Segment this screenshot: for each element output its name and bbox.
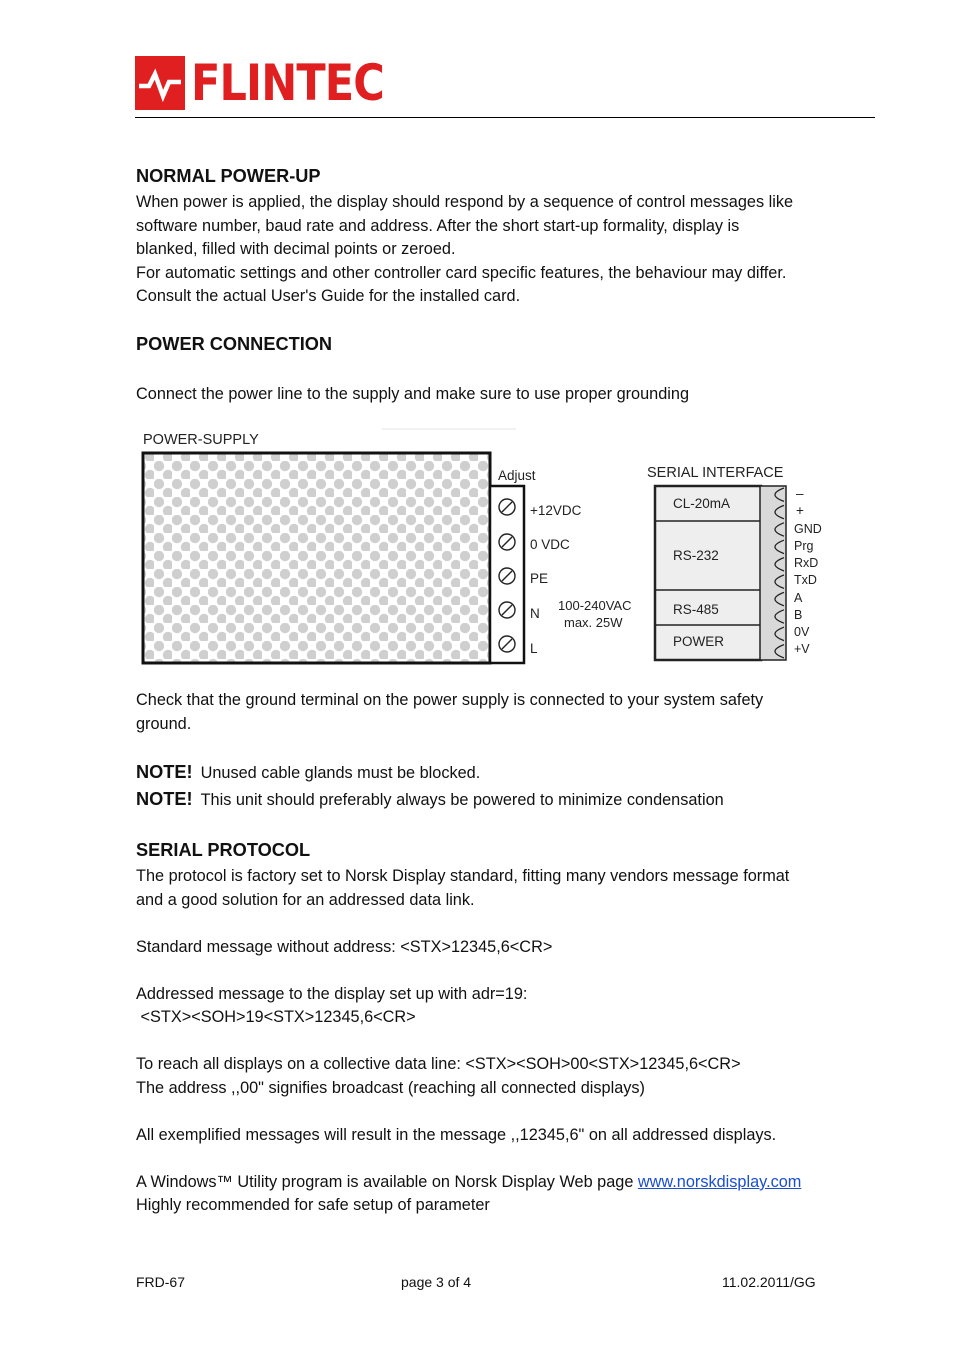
brand-name: FLINTEC bbox=[191, 54, 385, 112]
serial-title: SERIAL INTERFACE bbox=[647, 465, 784, 481]
psu-body bbox=[143, 453, 490, 663]
wiring-diagram bbox=[136, 425, 836, 670]
serial-pin-label: B bbox=[794, 608, 803, 622]
serial-connector bbox=[760, 486, 786, 660]
note-key: NOTE! bbox=[136, 762, 193, 782]
section-title-power: POWER CONNECTION bbox=[136, 334, 333, 354]
ac-rating: max. 25W bbox=[564, 615, 623, 630]
utility-text: A Windows™ Utility program is available on Norsk Display Web page bbox=[136, 1173, 638, 1191]
footer-date: 11.02.2011/GG bbox=[722, 1274, 816, 1290]
section-title-powerup: NORMAL POWER-UP bbox=[136, 166, 321, 186]
adjust-label: Adjust bbox=[498, 468, 536, 483]
psu-title: POWER-SUPPLY bbox=[143, 432, 259, 448]
terminal-screw-icon bbox=[499, 499, 515, 515]
note-text: This unit should preferably always be powered to minimize condensation bbox=[200, 791, 724, 809]
utility-line bbox=[136, 1171, 801, 1195]
note-1 bbox=[136, 761, 480, 786]
terminal-label: 0 VDC bbox=[530, 537, 570, 552]
serial-line: Standard message without address: <STX>12345,6<CR> bbox=[136, 938, 553, 956]
serial-line: To reach all displays on a collective data line: <STX><SOH>00<STX>12345,6<CR> bbox=[136, 1055, 741, 1073]
flintec-logo bbox=[135, 54, 415, 112]
utility-note: Highly recommended for safe setup of parameter bbox=[136, 1196, 490, 1214]
serial-block-label: POWER bbox=[673, 634, 725, 649]
powerup-line: Consult the actual User's Guide for the installed card. bbox=[136, 287, 521, 305]
serial-line: The protocol is factory set to Norsk Display standard, fitting many vendors message format bbox=[136, 867, 790, 885]
power-check-line: Check that the ground terminal on the power supply is connected to your system safety bbox=[136, 691, 764, 709]
header-divider bbox=[135, 117, 875, 118]
serial-block-label: RS-232 bbox=[673, 548, 719, 563]
terminal-label: +12VDC bbox=[530, 503, 582, 518]
terminal-label: N bbox=[530, 606, 540, 621]
serial-pin-label: TxD bbox=[794, 573, 817, 587]
terminal-label: L bbox=[530, 641, 538, 656]
footer-page-number: page 3 of 4 bbox=[401, 1274, 472, 1290]
terminal-screw-icon bbox=[499, 568, 515, 584]
serial-line: All exemplified messages will result in the message ,,12345,6" on all addressed displays. bbox=[136, 1126, 777, 1144]
powerup-line: When power is applied, the display should respond by a sequence of control messages like bbox=[136, 193, 794, 211]
serial-pin-label: A bbox=[794, 591, 803, 605]
serial-pin-label: GND bbox=[794, 522, 822, 536]
terminal-label: PE bbox=[530, 571, 549, 586]
ac-rating: 100-240VAC bbox=[558, 598, 632, 613]
serial-line: The address ,,00" signifies broadcast (reaching all connected displays) bbox=[136, 1079, 645, 1097]
serial-pin-label: – bbox=[796, 486, 804, 501]
powerup-line: software number, baud rate and address. After the short start-up formality, display is bbox=[136, 217, 740, 235]
note-key: NOTE! bbox=[136, 789, 193, 809]
wave-logo-icon bbox=[135, 56, 185, 110]
power-check-line: ground. bbox=[136, 715, 192, 733]
serial-pin-label: +V bbox=[794, 642, 810, 656]
serial-pin-label: Prg bbox=[794, 539, 814, 553]
serial-pin-label: 0V bbox=[794, 625, 810, 639]
powerup-line: blanked, filled with decimal points or zeroed. bbox=[136, 240, 456, 258]
serial-pin-label: + bbox=[796, 503, 804, 518]
serial-pin-label: RxD bbox=[794, 556, 819, 570]
serial-block-label: CL-20mA bbox=[673, 496, 731, 511]
serial-block-label: RS-485 bbox=[673, 602, 719, 617]
serial-line: and a good solution for an addressed data link. bbox=[136, 891, 475, 909]
section-title-serial: SERIAL PROTOCOL bbox=[136, 840, 311, 860]
norskdisplay-link[interactable]: www.norskdisplay.com bbox=[637, 1173, 802, 1191]
powerup-line: For automatic settings and other controller card specific features, the behaviour may differ. bbox=[136, 264, 787, 282]
serial-line: Addressed message to the display set up with adr=19: bbox=[136, 985, 528, 1003]
terminal-screw-icon bbox=[499, 602, 515, 618]
note-text: Unused cable glands must be blocked. bbox=[200, 764, 481, 782]
power-intro: Connect the power line to the supply and make sure to use proper grounding bbox=[136, 385, 690, 403]
serial-line: <STX><SOH>19<STX>12345,6<CR> bbox=[136, 1008, 416, 1026]
terminal-screw-icon bbox=[499, 534, 515, 550]
terminal-screw-icon bbox=[499, 636, 515, 652]
note-2 bbox=[136, 788, 724, 813]
footer-doc-id: FRD-67 bbox=[136, 1274, 186, 1290]
